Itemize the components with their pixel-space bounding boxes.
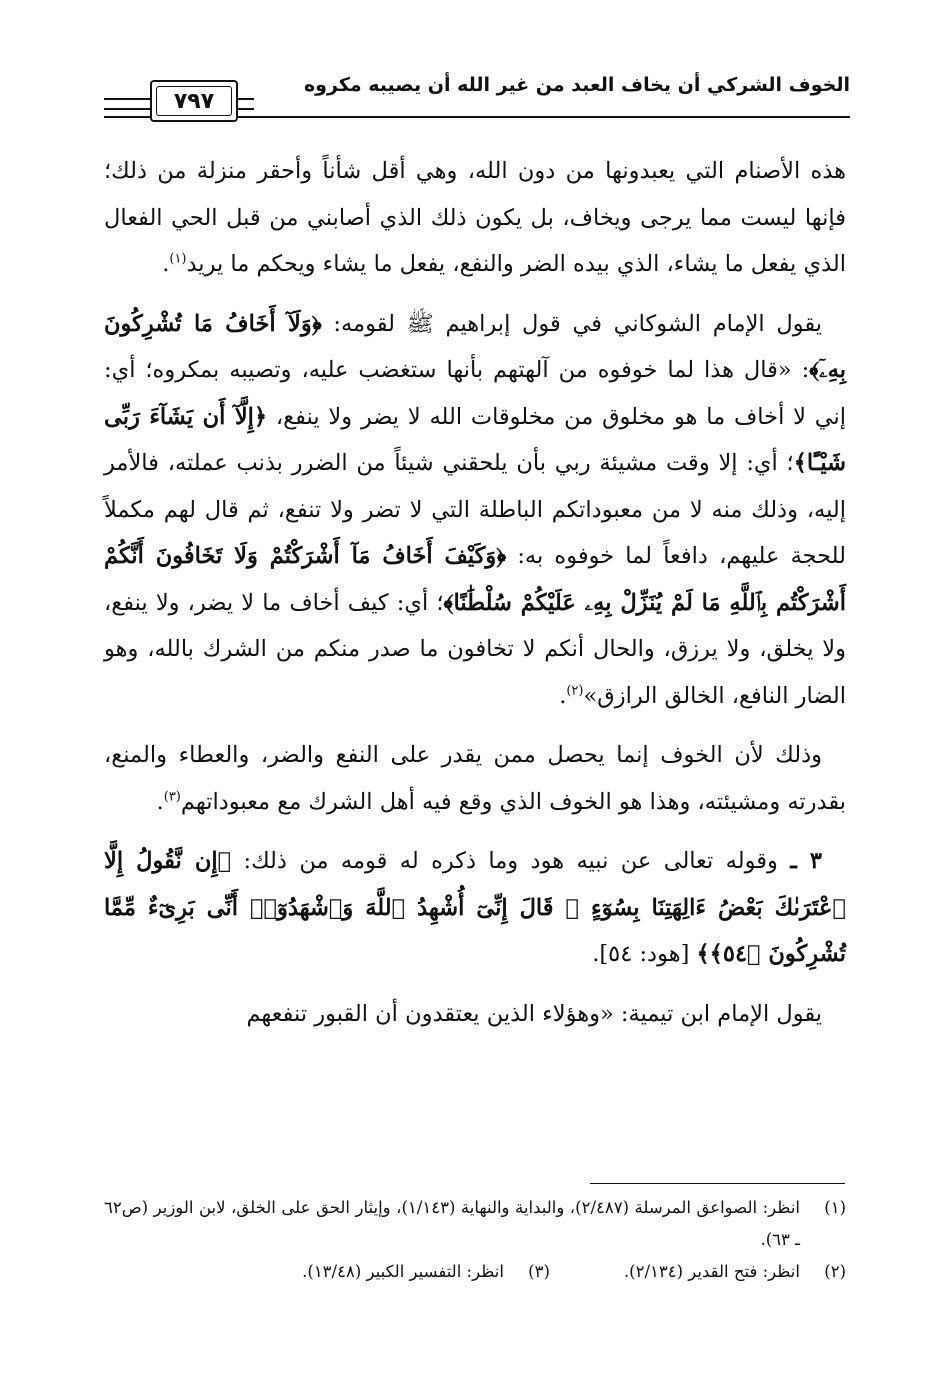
footnote-text: انظر: الصواعق المرسلة (٢/٤٨٧)، والبداية والنهاية (١/١٤٣)، وإيثار الحق على الخلق، لابن الوزير (ص٦٢ ـ ٦٣). bbox=[104, 1198, 800, 1249]
footnote-number: (٣) bbox=[528, 1262, 550, 1281]
page-number: ٧٩٧ bbox=[156, 86, 232, 116]
paragraph-3 bbox=[104, 732, 846, 825]
page-header bbox=[104, 70, 850, 128]
footnote-number: (٢) bbox=[824, 1262, 846, 1281]
footnote-ref: (٣) bbox=[163, 789, 181, 804]
header-ornament-lines bbox=[104, 98, 150, 110]
footnote-text: انظر: فتح القدير (٢/١٣٤). bbox=[623, 1262, 800, 1281]
footnote-ref: (١) bbox=[169, 251, 187, 267]
paragraph-text: ؛ أي: إلا وقت مشيئة ربي بأن يلحقني شيئاً من الضرر بذنب عملته، فالأمر إليه، وذلك منه لا من معبوداتكم الباطلة التي لا تضر ولا تنفع، ثم قال لهم مكملاً للحجة عليهم، دافعاً لما خوفوه به: bbox=[104, 450, 846, 569]
header-ornament-lines-right bbox=[238, 98, 254, 110]
paragraph-5 bbox=[104, 991, 846, 1038]
footnote-1 bbox=[104, 1192, 846, 1256]
footnote-3 bbox=[302, 1256, 550, 1288]
paragraph-text: يقول الإمام الشوكاني في قول إبراهيم ﷺ لقومه: bbox=[321, 310, 822, 337]
footnote-row bbox=[104, 1256, 846, 1288]
footnote-ref: (٢) bbox=[566, 683, 584, 698]
punctuation: . bbox=[559, 682, 567, 709]
footnote-separator bbox=[590, 1183, 845, 1184]
paragraph-4 bbox=[104, 838, 846, 978]
footnote-text: انظر: التفسير الكبير (١٣/٤٨). bbox=[302, 1262, 504, 1281]
paragraph-1 bbox=[104, 148, 846, 288]
paragraph-text: هذه الأصنام التي يعبدونها من دون الله، وهي أقل شأناً وأحقر منزلة من ذلك؛ فإنها ليست مما يرجى ويخاف، بل يكون ذلك الذي أصابني من قبل الحي الفعال الذي يفعل ما يشاء، الذي بيده الضر والنفع، يفعل ما يشاء ويحكم ما يريد bbox=[104, 158, 846, 277]
page-number-frame bbox=[150, 80, 238, 122]
quran-verse: ﴿إِلَّآ أَن يَشَآءَ رَبِّى شَيْـًٔا﴾ bbox=[104, 403, 846, 476]
main-text bbox=[104, 148, 846, 1050]
paragraph-text: وقوله تعالى عن نبيه هود وما ذكره له قومه من ذلك: bbox=[231, 848, 791, 874]
footnote-2 bbox=[624, 1256, 846, 1288]
paragraph-text: : «قال هذا لما خوفوه من آلهتهم بأنها ستغضب عليه، وتصيبه بمكروه؛ أي: إني لا أخاف ما هو مخلوق من مخلوقات الله لا يضر ولا ينفع، bbox=[104, 357, 846, 430]
punctuation: . bbox=[156, 788, 164, 815]
item-number: ٣ ـ bbox=[790, 848, 822, 874]
paragraph-2 bbox=[104, 301, 846, 720]
verse-citation: [هود: ٥٤]. bbox=[592, 941, 697, 967]
paragraph-text: يقول الإمام ابن تيمية: «وهؤلاء الذين يعتقدون أن القبور تنفعهم bbox=[246, 1000, 822, 1027]
punctuation: . bbox=[162, 251, 170, 277]
quran-verse: ﴿إِن نَّقُولُ إِلَّا ٱعْتَرَىٰكَ بَعْضُ ءَالِهَتِنَا بِسُوٓءٍ ۗ قَالَ إِنِّىٓ أُشْهِدُ ٱللَّهَ وَٱشْهَدُوٓا۟ أَنِّى بَرِىٓءٌ مِّمَّا تُشْرِكُونَ ﴿٥٤﴾﴾ bbox=[104, 848, 846, 967]
quran-verse: ﴿وَكَيْفَ أَخَافُ مَآ أَشْرَكْتُمْ وَلَا تَخَافُونَ أَنَّكُمْ أَشْرَكْتُم بِٱللَّهِ مَا لَمْ يُنَزِّلْ بِهِۦ عَلَيْكُمْ سُلْطَٰنًا﴾ bbox=[104, 543, 846, 616]
paragraph-text: وذلك لأن الخوف إنما يحصل ممن يقدر على النفع والضر، والعطاء والمنع، بقدرته ومشيئته، وهذا هو الخوف الذي وقع فيه أهل الشرك مع معبوداتهم bbox=[104, 742, 846, 815]
quran-verse: ﴿وَلَآ أَخَافُ مَا تُشْرِكُونَ بِهِۦٓ﴾ bbox=[104, 310, 846, 383]
paragraph-text: ؛ أي: كيف أخاف ما لا يضر، ولا ينفع، ولا يخلق، ولا يرزق، والحال أنكم لا تخافون ما صدر منكم من الشرك بالله، وهو الضار النافع، الخالق الرازق» bbox=[104, 589, 846, 709]
footnotes bbox=[104, 1192, 846, 1288]
footnote-number: (١) bbox=[824, 1198, 846, 1217]
running-title: الخوف الشركي أن يخاف العبد من غير الله أن يصيبه مكروه bbox=[303, 74, 850, 96]
